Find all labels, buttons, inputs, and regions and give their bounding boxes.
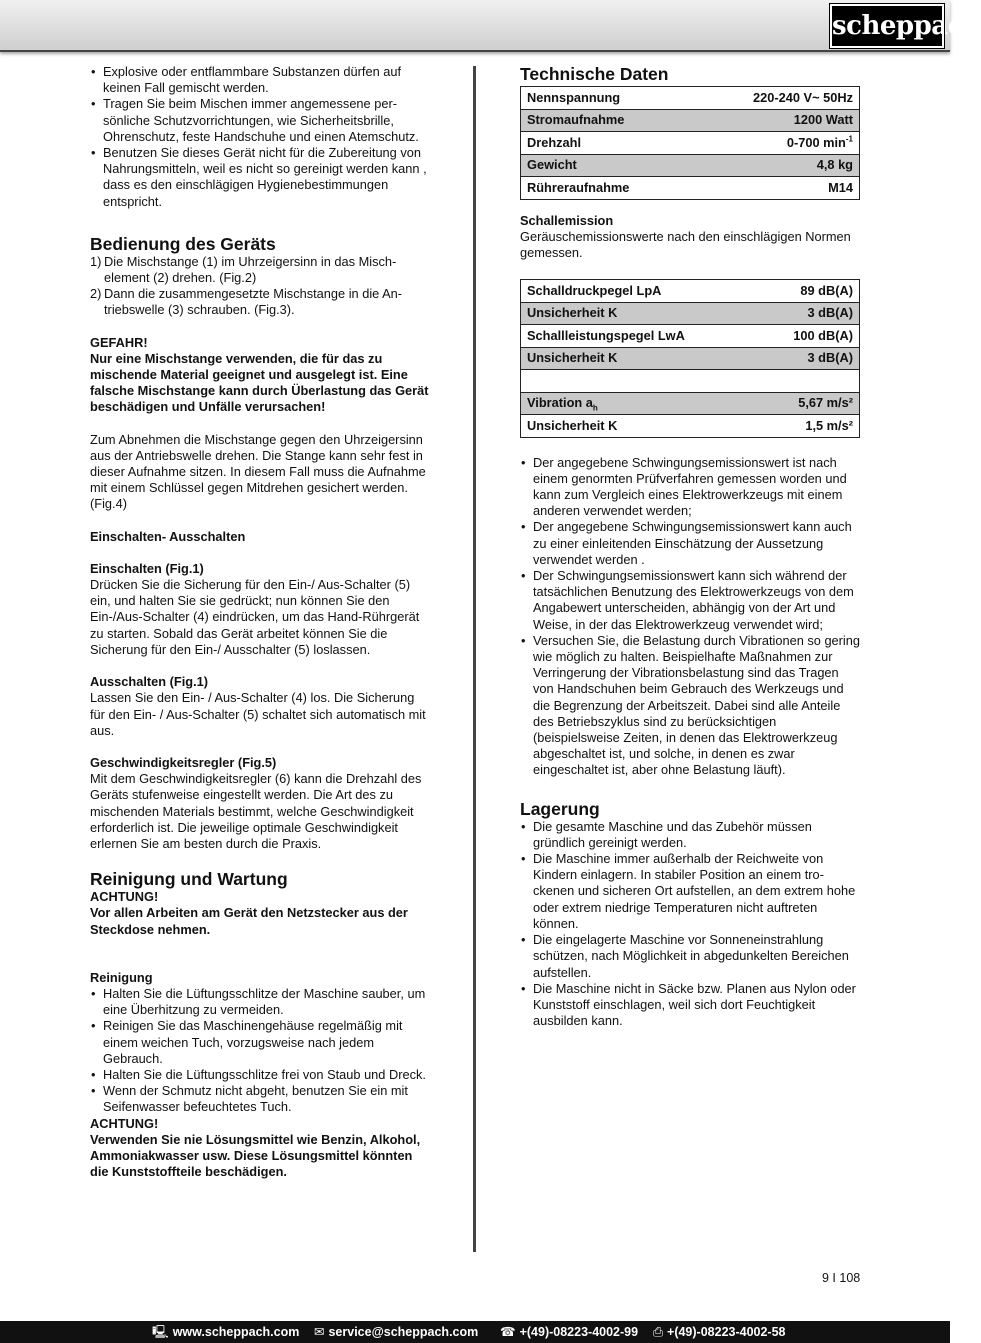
footer-bar	[0, 1321, 950, 1343]
table-row	[521, 415, 860, 438]
lagerung-heading: Lagerung	[520, 798, 600, 819]
scheppach-logo: scheppach	[830, 4, 944, 48]
page-number: 9 I 108	[822, 1271, 861, 1285]
achtung-label: ACHTUNG!	[90, 889, 159, 905]
achtung-label: ACHTUNG!	[90, 1115, 159, 1131]
phone-icon: ☎	[500, 1325, 516, 1339]
tech-spec-table	[520, 86, 860, 200]
einaus-heading: Einschalten- Ausschalten	[90, 528, 246, 544]
footer-phone-text: +(49)-08223-4002-99	[519, 1325, 639, 1339]
reinigung-wartung-heading: Reinigung und Wartung	[90, 869, 288, 890]
table-row	[521, 87, 860, 110]
einschalten-heading: Einschalten (Fig.1)	[90, 560, 204, 576]
vibration-subscript: h	[592, 403, 598, 413]
achtung-text: Verwenden Sie nie Lösungsmittel wie Benzin, Alkohol, Ammoniakwasser usw. Diese Lösungsmittel könnten die Kunststoffteile beschädigen.	[90, 1131, 421, 1180]
list-item	[90, 286, 430, 318]
spec-value	[692, 132, 860, 155]
list-item: • Der Schwingungsemissionswert kann sich während der tatsächlichen Benutzung des Elektrowerkzeugs von dem Angabewert unterscheiden, abhängig von der Art und Weise, in der das Elektrowerkzeug verwendet wird;	[520, 568, 860, 633]
list-item: • Die Maschine immer außerhalb der Reichweite von Kindern einlagern. In stabiler Position an einem trockenen und sicheren Ort aufstellen, an dem extrem hohe oder extrem niedrige Temperaturen nicht auftreten können.	[520, 851, 860, 932]
lagerung-bullet-list	[520, 819, 860, 1030]
list-item: • Die gesamte Maschine und das Zubehör müssen gründlich gereinigt werden.	[520, 819, 860, 851]
vibration-value: 5,67 m/s²	[759, 392, 860, 415]
spec-label: Stromaufnahme	[521, 109, 692, 132]
list-item	[90, 254, 430, 286]
footer-fax[interactable]	[653, 1322, 786, 1342]
list-item: • Halten Sie die Lüftungsschlitze der Maschine sauber, um eine Überhitzung zu vermeiden.	[90, 986, 430, 1018]
sound-label: Schalldruckpegel LpA	[527, 282, 662, 298]
sound-value: 89 dB(A)	[800, 282, 853, 298]
sound-value: 100 dB(A)	[759, 325, 860, 348]
reinigung-bullet-list	[90, 986, 430, 1116]
footer-email[interactable]	[314, 1322, 478, 1342]
list-item: • Wenn der Schmutz nicht abgeht, benutzen Sie ein mit Seifenwasser befeuchtetes Tuch.	[90, 1083, 430, 1115]
geschwindigkeit-heading: Geschwindigkeitsregler (Fig.5)	[90, 754, 277, 770]
footer-website[interactable]	[152, 1322, 299, 1342]
einschalten-text: Drücken Sie die Sicherung für den Ein-/ Aus-Schalter (5) ein, und halten Sie sie gedrückt; nun können Sie den Ein-/Aus-Schalter (4) eindrücken, um das Hand-Rührgerät zu starten. Sobald das Gerät arbeitet können Sie die Sicherung für den Ein-/ Ausschalter (5) loslassen.	[90, 577, 420, 657]
vibration-uncertainty-label: Unsicherheit K	[521, 415, 759, 438]
abnehmen-text: Zum Abnehmen die Mischstange gegen den Uhrzeigersinn aus der Antriebswelle drehen. Die Stange kann sehr fest in dieser Aufnahme sitzen. In diesem Fall muss die Aufnahme mit einem Schlüssel gegen Mitdrehen gesichert werden. (Fig.4)	[90, 431, 426, 512]
table-row-empty	[521, 370, 860, 393]
table-row	[521, 109, 860, 132]
footer-phone[interactable]	[500, 1322, 638, 1342]
sound-vibration-table	[520, 279, 860, 438]
vibration-uncertainty-value: 1,5 m/s²	[759, 415, 860, 438]
footer-email-text: service@scheppach.com	[328, 1325, 479, 1339]
reinigung-heading: Reinigung	[90, 969, 153, 985]
list-item: • Reinigen Sie das Maschinengehäuse regelmäßig mit einem weichen Tuch, vorzugsweise nach jedem Gebrauch.	[90, 1018, 430, 1067]
vibration-bullet-list	[520, 455, 860, 779]
sound-label: Unsicherheit K	[521, 347, 759, 370]
header-bar	[0, 0, 950, 52]
left-column	[90, 64, 430, 1180]
list-item: • Der angegebene Schwingungsemissionswert kann auch zu einer einleitenden Einschätzung der Aussetzung verwendet werden .	[520, 519, 860, 568]
list-item: • Die Maschine nicht in Säcke bzw. Planen aus Nylon oder Kunststoff einschlagen, weil sich dort Feuchtigkeit ausbilden kann.	[520, 981, 860, 1030]
table-row	[521, 392, 860, 415]
computer-icon: 🖳	[152, 1325, 169, 1339]
table-row	[521, 302, 860, 325]
list-item: • Die eingelagerte Maschine vor Sonneneinstrahlung schützen, nach Möglichkeit in abgedunkelten Bereichen aufstellen.	[520, 932, 860, 981]
table-row	[521, 177, 860, 200]
spec-label: Nennspannung	[527, 89, 621, 105]
ausschalten-heading: Ausschalten (Fig.1)	[90, 674, 209, 690]
schallemission-heading: Schallemission	[520, 212, 614, 228]
mail-icon: ✉	[314, 1325, 325, 1339]
list-item: • Versuchen Sie, die Belastung durch Vibrationen so gering wie möglich zu halten. Beispielhafte Maßnahmen zur Verringerung der Vibrationsbelastung sind das Tragen von Handschuhen beim Gebrauch des Werkzeugs und die Begrenzung der Arbeitszeit. Dabei sind alle Anteile des Betriebszyklus sind zu berücksichtigen (beispielsweise Zeiten, in denen das Elektrowerkzeug abgeschaltet ist, und solche, in denen es zwar eingeschaltet ist, aber ohne Belastung läuft).	[520, 633, 860, 779]
sound-label: Schallleistungspegel LwA	[521, 325, 759, 348]
schallemission-text: Geräuschemissionswerte nach den einschlägigen Normen gemessen.	[520, 228, 851, 260]
gefahr-text: Nur eine Mischstange verwenden, die für das zu mischende Material geeignet und ausgelegt ist. Eine falsche Mischstange kann durch Überlastung das Gerät beschädigen und Unfälle verursachen!	[90, 350, 429, 415]
spec-value: 220-240 V~ 50Hz	[753, 89, 853, 105]
table-row	[521, 280, 860, 303]
step-text: Dann die zusammengesetzte Mischstange in die Antriebswelle (3) schrauben. (Fig.3).	[104, 286, 403, 318]
fax-icon: ⎙	[653, 1325, 664, 1339]
list-item: • Benutzen Sie dieses Gerät nicht für die Zubereitung von Nahrungsmitteln, weil es nicht so gereinigt werden kann , dass es den einschlägigen Hygienebestimmungen entspricht.	[90, 145, 430, 210]
right-column	[520, 64, 860, 1029]
table-row	[521, 154, 860, 177]
footer-fax-text: +(49)-08223-4002-58	[667, 1325, 786, 1339]
spec-label: Drehzahl	[521, 132, 692, 155]
gefahr-label: GEFAHR!	[90, 334, 148, 350]
spec-label: Gewicht	[521, 154, 692, 177]
vibration-label	[521, 392, 759, 415]
list-item: • Tragen Sie beim Mischen immer angemessene persönliche Schutzvorrichtungen, wie Sicherheitsbrille, Ohrenschutz, feste Handschuhe und einen Atemschutz.	[90, 96, 430, 145]
sound-value: 3 dB(A)	[759, 302, 860, 325]
step-text: Die Mischstange (1) im Uhrzeigersinn in das Mischelement (2) drehen. (Fig.2)	[104, 253, 397, 286]
achtung-text: Vor allen Arbeiten am Gerät den Netzstecker aus der Steckdose nehmen.	[90, 905, 408, 937]
ausschalten-text: Lassen Sie den Ein- / Aus-Schalter (4) los. Die Sicherung für den Ein- / Aus-Schalter (5) schaltet sich automatisch mit aus.	[90, 690, 426, 738]
intro-bullet-list	[90, 64, 430, 210]
geschwindigkeit-text: Mit dem Geschwindigkeitsregler (6) kann die Drehzahl des Geräts stufenweise eingestellt werden. Die Art des zu mischenden Materials bestimmt, welche Geschwindigkeit erforderlich ist. Die jeweilige optimale Geschwindigkeit erlernen Sie am besten durch die Praxis.	[90, 771, 422, 851]
sound-value: 3 dB(A)	[759, 347, 860, 370]
spec-value: M14	[692, 177, 860, 200]
list-item: • Der angegebene Schwingungsemissionswert ist nach einem genormten Prüfverfahren gemessen worden und kann zum Vergleich eines Elektrowerkzeugs mit einem anderen verwendet werden;	[520, 455, 860, 520]
sound-label: Unsicherheit K	[521, 302, 759, 325]
table-row	[521, 132, 860, 155]
table-row	[521, 347, 860, 370]
list-item: • Halten Sie die Lüftungsschlitze frei von Staub und Dreck.	[90, 1067, 430, 1083]
list-item: • Explosive oder entflammbare Substanzen dürfen auf keinen Fall gemischt werden.	[90, 64, 430, 96]
spec-value: 4,8 kg	[692, 154, 860, 177]
table-row	[521, 325, 860, 348]
spec-label: Rühreraufnahme	[521, 177, 692, 200]
column-divider	[473, 66, 476, 1252]
step-number: 2)	[90, 286, 102, 302]
spec-value-text: 0-700 min	[786, 134, 846, 150]
step-number: 1)	[90, 253, 102, 269]
vibration-label-text: Vibration a	[527, 395, 593, 411]
bedienung-heading: Bedienung des Geräts	[90, 233, 276, 254]
spec-value: 1200 Watt	[692, 109, 860, 132]
spec-value-exponent: -1	[845, 134, 853, 144]
footer-website-text: www.scheppach.com	[172, 1325, 300, 1339]
bedienung-steps	[90, 254, 430, 319]
technische-daten-heading: Technische Daten	[520, 64, 669, 84]
